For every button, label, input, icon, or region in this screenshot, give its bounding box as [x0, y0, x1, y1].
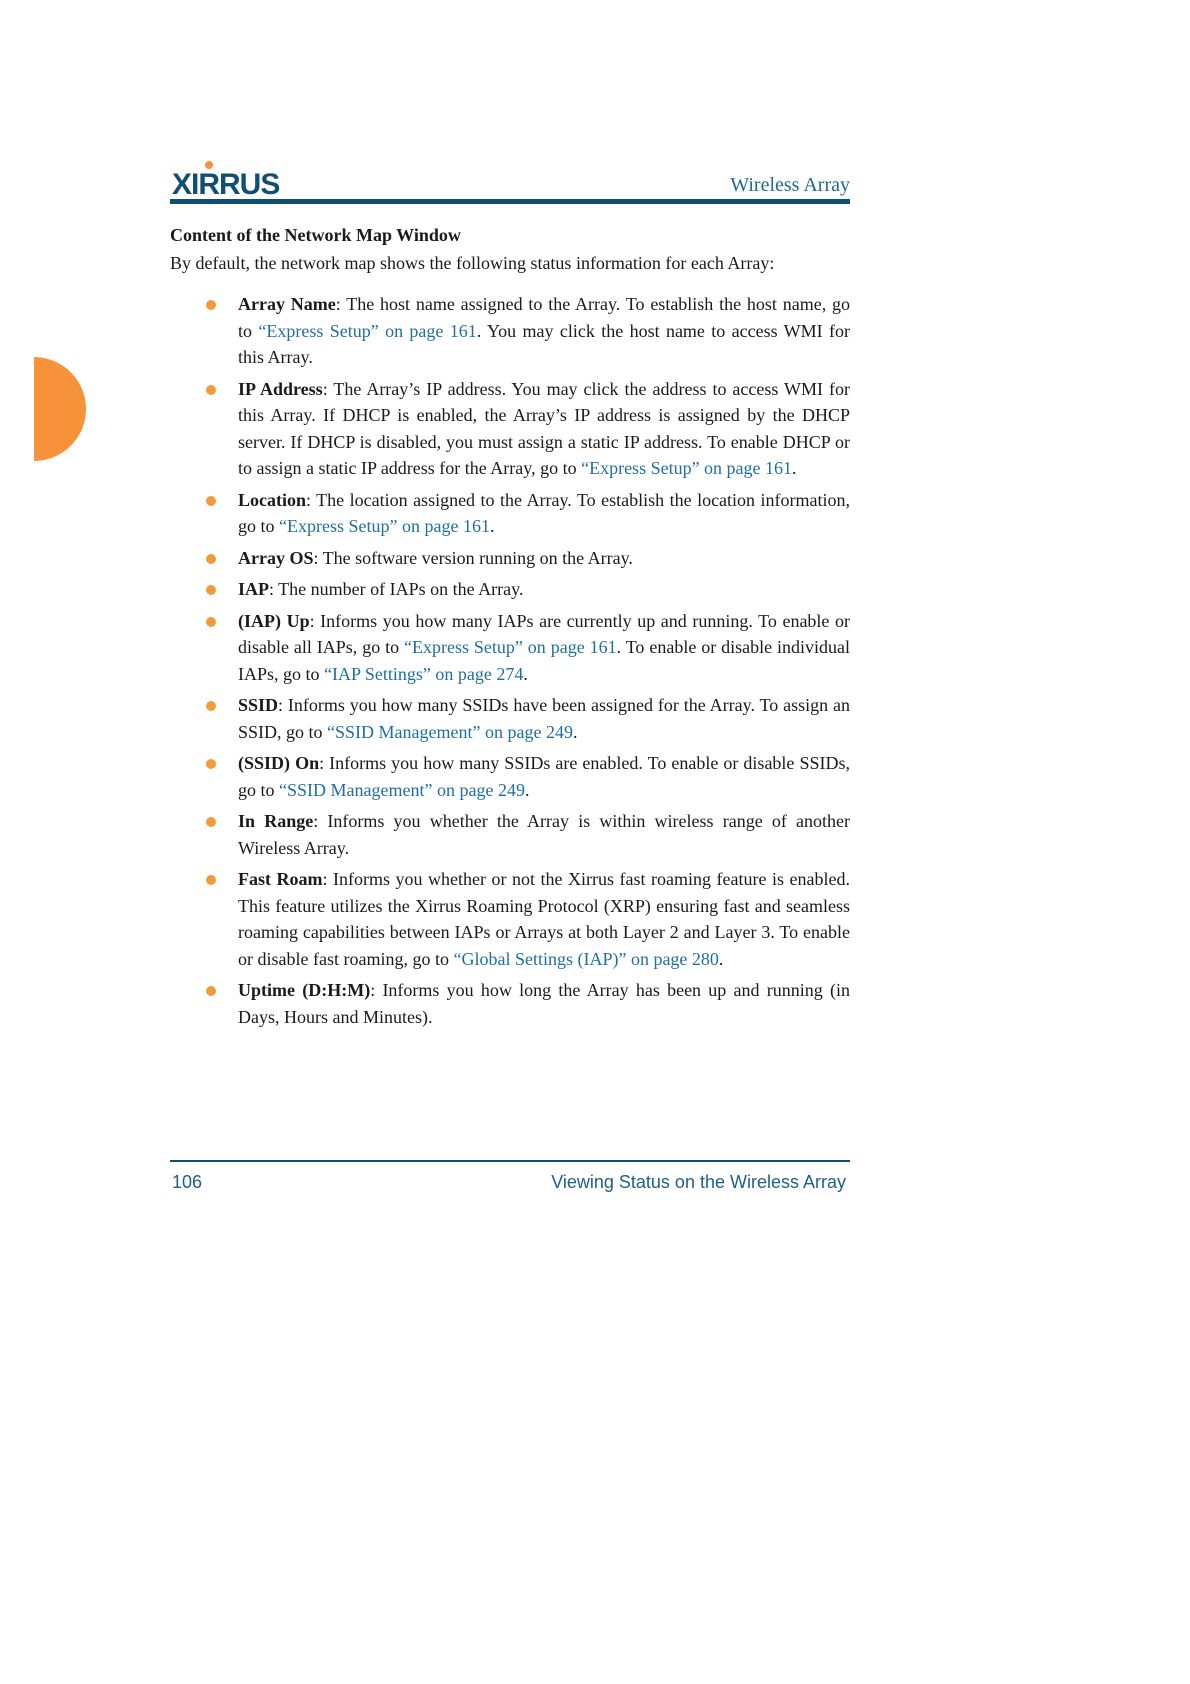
cross-reference-link[interactable]: “Global Settings (IAP)” on page 280: [453, 948, 719, 969]
item-text: .: [524, 779, 530, 800]
item-text: .: [523, 663, 528, 684]
footer-rule: [170, 1160, 850, 1162]
item-text: . You may click the host name to access WMI for this Array.: [238, 320, 850, 367]
intro-paragraph: By default, the network map shows the following status information for each Array:: [170, 253, 775, 273]
page-content: [170, 150, 850, 1035]
item-term: (SSID) On: [238, 753, 320, 773]
page-footer: [170, 1160, 850, 1200]
item-term: IAP: [238, 579, 269, 599]
item-term: Array Name: [238, 294, 336, 314]
item-text: : The location assigned to the Array. To establish the location information, go to: [238, 489, 850, 536]
item-term: In Range: [238, 811, 314, 831]
item-text: : The Array’s IP address. You may click the address to access WMI for this Array. If DHCP is enabled, the Array’s IP address is assigned by the DHCP server. If DHCP is disabled, you must assign a static IP address. To enable DHCP or to assign a static IP address for the Array, go to: [238, 378, 851, 478]
item-text: . To enable or disable individual IAPs, go to: [238, 637, 850, 684]
cross-reference-link[interactable]: “Express Setup” on page 161: [279, 516, 490, 536]
item-term: Fast Roam: [238, 869, 323, 889]
item-text: : The host name assigned to the Array. To establish the host name, go to: [238, 294, 850, 341]
list-item: [170, 866, 850, 972]
item-text: : Informs you how many IAPs are currently up and running. To enable or disable all IAPs, go to: [238, 610, 850, 657]
list-item: [170, 608, 850, 688]
cross-reference-link[interactable]: “SSID Management” on page 249: [279, 779, 525, 800]
logo-text: XIRRUS: [172, 168, 280, 198]
cross-reference-link[interactable]: “Express Setup” on page 161: [258, 320, 477, 341]
item-text: : The number of IAPs on the Array.: [269, 579, 524, 599]
bullet-icon: [206, 554, 216, 564]
item-text: : The software version running on the Array.: [313, 547, 633, 568]
item-term: (IAP) Up: [238, 610, 310, 631]
item-term: Array OS: [238, 547, 314, 568]
list-item: [170, 808, 850, 861]
chapter-side-tab: [34, 357, 86, 461]
bullet-icon: [206, 759, 216, 769]
item-text: : Informs you how many SSIDs are enabled. To enable or disable SSIDs, go to: [238, 753, 850, 800]
footer-title: Viewing Status on the Wireless Array: [551, 1172, 846, 1192]
header-title: Wireless Array: [730, 174, 850, 196]
item-text: .: [572, 721, 578, 742]
cross-reference-link[interactable]: “Express Setup” on page 161: [404, 637, 617, 657]
list-item: [170, 750, 850, 803]
item-text: .: [718, 948, 724, 969]
list-item: [170, 576, 850, 603]
item-text: : Informs you whether or not the Xirrus fast roaming feature is enabled. This feature utilizes the Xirrus Roaming Protocol (XRP) ensuring fast and seamless roaming capabilities between IAPs or Arrays at both Layer 2 and Layer 3. To enable or disable fast roaming, go to: [238, 869, 850, 969]
cross-reference-link[interactable]: “SSID Management” on page 249: [327, 721, 573, 742]
list-item: [170, 376, 850, 482]
bullet-icon: [206, 496, 216, 506]
list-item: [170, 487, 850, 540]
bullet-icon: [206, 585, 216, 595]
item-text: : Informs you whether the Array is within wireless range of another Wireless Array.: [238, 811, 851, 858]
footer-page-number: 106: [172, 1172, 203, 1192]
item-term: Location: [238, 489, 307, 510]
bullet-icon: [206, 817, 216, 827]
bullet-icon: [206, 617, 216, 627]
bullet-icon: [206, 300, 216, 310]
list-item: [170, 545, 850, 572]
bullet-icon: [206, 875, 216, 885]
item-text: .: [489, 516, 495, 536]
xirrus-logo: [172, 158, 312, 198]
item-text: : Informs you how many SSIDs have been assigned for the Array. To assign an SSID, go to: [238, 695, 850, 742]
status-field-list: [170, 291, 850, 1030]
bullet-icon: [206, 701, 216, 711]
header-rule: [170, 199, 850, 204]
bullet-icon: [206, 385, 216, 395]
list-item: [170, 692, 850, 745]
item-text: .: [792, 458, 797, 478]
bullet-icon: [206, 986, 216, 996]
list-item: [170, 977, 850, 1030]
list-item: [170, 291, 850, 371]
item-text: : Informs you how long the Array has been up and running (in Days, Hours and Minutes).: [238, 980, 850, 1027]
page-header: [170, 150, 850, 202]
item-term: SSID: [238, 695, 279, 715]
cross-reference-link[interactable]: “IAP Settings” on page 274: [324, 663, 524, 684]
cross-reference-link[interactable]: “Express Setup” on page 161: [581, 458, 793, 478]
item-term: IP Address: [238, 378, 323, 399]
item-term: Uptime (D:H:M): [238, 980, 371, 1000]
section-heading: Content of the Network Map Window: [170, 225, 461, 245]
